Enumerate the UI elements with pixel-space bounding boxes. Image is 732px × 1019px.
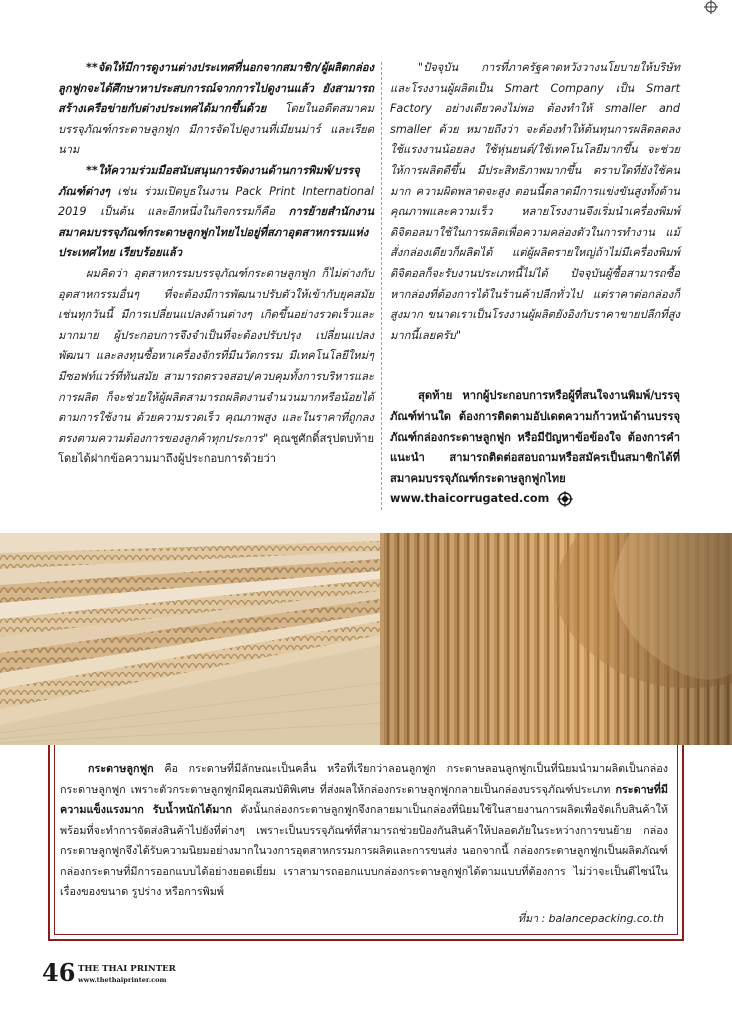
left-column (58, 58, 374, 470)
left-paragraph-1 (58, 58, 374, 161)
closing-paragraph (390, 386, 680, 510)
source-credit: ที่มา : balancepacking.co.th (517, 912, 664, 925)
p1-bold-text: **จัดให้มีการดูงานต่างประเทศที่นอกจากสมาชิก/ผู้ผลิตกล่องลูกฟูกจะได้ศึกษาหาประสบการณ์จากการไปดูงานแล้ว ยังสามารถสร้างเครือข่ายกับต่างประเทศได้มากขึ้นด้วย (58, 61, 374, 116)
photo-strip (0, 533, 732, 745)
p3-text: คุณชูศักดิ์สรุปตบท้าย โดยได้ฝากข้อความมาถึงผู้ประกอบการด้วยว่า (58, 431, 374, 466)
column-divider (381, 62, 382, 510)
p2-bold-text-2: การย้ายสำนักงานสมาคมบรรจุภัณฑ์กระดาษลูกฟูกไทยไปอยู่ที่สภาอุตสาหกรรมแห่งประเทศไทย เรียบร้อยแล้ว (58, 205, 374, 260)
stacked-cardboard-photo (0, 533, 380, 745)
closing-text: สุดท้าย หากผู้ประกอบการหรือผู้ที่สนใจงานพิมพ์/บรรจุภัณฑ์ท่านใด ต้องการติดตามอัปเดตความก้าวหน้าด้านบรรจุภัณฑ์กล่องกระดาษลูกฟูก หรือมีปัญหาข้อข้องใจ ต้องการคำแนะนำ สามารถติดต่อสอบถามหรือสมัครเป็นสมาชิกได้ที่ สมาคมบรรจุภัณฑ์กระดาษลูกฟูกไทย www.thaicorrugated.com (390, 389, 680, 506)
magazine-url: www.thethaiprinter.com (78, 976, 167, 984)
right-column (390, 58, 680, 510)
magazine-title: THE THAI PRINTER (78, 964, 176, 974)
info-text (60, 759, 668, 903)
crosshair-target-icon (557, 491, 573, 507)
quote-paragraph: "ปัจจุบัน การที่ภาครัฐคาดหวังวางนโยบายให้บริษัท และโรงงานผู้ผลิตเป็น Smart Company เป็น Smart Factory อย่างเดียวคงไม่พอ ต้องทำให้ smaller and smaller ด้วย หมายถึงว่า จะต้องทำให้ต้นทุนการผลิตลดลง ใช้แรงงานน้อยลง ใช้หุ่นยนต์/ใช้เทคโนโลยีมากขึ้น จะช่วยให้การผลิตดีขึ้น มีประสิทธิภาพมากขึ้น ตราบใดที่ยังใช้คนมาก ความผิดพลาดจะสูง ตอนนี้ตลาดมีการแข่งขันสูงทั้งด้านคุณภาพและความเร็ว หลายโรงงานจึงเริ่มนำเครื่องพิมพ์ดิจิตอลมาใช้ในการผลิตเพื่อความคล่องตัวในการทำงาน แม้สั่งกล่องเดียวก็ผลิตได้ แต่ผู้ผลิตรายใหญ่ถ้าไม่มีเครื่องพิมพ์ดิจิตอลก็จะรับงานประเภทนี้ไม่ได้ ปัจจุบันผู้ซื้อสามารถซื้อหากล่องที่ต้องการได้ในร้านค้าปลีกทั่วไป แต่ราคาต่อกล่องก็สูงมาก ขนาดเราเป็นโรงงานผู้ผลิตยังอิงกับราคาขายปลีกที่สูงมากนี้เลยครับ" (390, 61, 680, 342)
registration-mark-icon (704, 0, 718, 14)
page-number: 46 (42, 958, 76, 987)
info-lead: กระดาษลูกฟูก (88, 762, 154, 775)
spacer (390, 346, 680, 386)
left-paragraph-2 (58, 161, 374, 264)
p3-italic-text: ผมคิดว่า อุตสาหกรรมบรรจุภัณฑ์กระดาษลูกฟูก ก็ไม่ต่างกับอุตสาหกรรมอื่นๆ ที่จะต้องมีการพัฒนาปรับตัวให้เข้ากับยุคสมัย เช่นทุกวันนี้ มีการเปลี่ยนแปลงด้านต่างๆ เกิดขึ้นอย่างรวดเร็วและมากมาย ผู้ประกอบการจึงจำเป็นที่จะต้องปรับปรุง เปลี่ยนแปลง พัฒนา และลงทุนซื้อหาเครื่องจักรที่มีนวัตกรรม มีเทคโนโลยีใหม่ๆ มีซอฟท์แวร์ที่ทันสมัย สามารถตรวจสอบ/ควบคุมทั้งการบริหารและการผลิต ก็จะช่วยให้ผู้ผลิตสามารถผลิตงานจำนวนมากหรือน้อยได้ตามการใช้งาน ด้วยความรวดเร็ว คุณภาพสูง และในราคาที่ถูกลง ตรงตามความต้องการของลูกค้าทุกประการ" (58, 266, 374, 445)
info-paragraph (60, 759, 668, 903)
corrugated-roll-photo (380, 533, 732, 745)
p1-text: โดยในอดีตสมาคมบรรจุภัณฑ์กระดาษลูกฟูก มีการจัดไปดูงานที่เมียนม่าร์ และเรียดนาม (58, 102, 374, 157)
info-bold-text: กระดาษที่มีความแข็งแรงมาก รับน้ำหนักได้มาก (60, 782, 668, 816)
left-paragraph-3 (58, 264, 374, 470)
info-text-2: ดังนั้นกล่องกระดาษลูกฟูกจึงกลายมาเป็นกล่องที่นิยมใช้ในสายงานการผลิตเพื่อจัดเก็บสินค้าให้พร้อมที่จะทำการจัดส่งสินค้าไปยังที่ต่างๆ เพราะเป็นบรรจุภัณฑ์ที่สามารถช่วยป้องกันสินค้าให้ปลอดภัยในระหว่างการขนย้าย กล่องกระดาษลูกฟูกจึงได้รับความนิยมอย่างมากในวงการอุตสาหกรรมการผลิตและการขนส่ง นอกจากนี้ กล่องกระดาษลูกฟูกเป็นผลิตภัณฑ์กล่องกระดาษที่มีการออกแบบได้อย่างยอดเยี่ยม เราสามารถออกแบบกล่องกระดาษลูกฟูกได้ตามแบบที่ต้องการ ไม่ว่าจะเป็นดีไซน์ในเรื่องของขนาด รูปร่าง หรือการพิมพ์ (60, 803, 668, 898)
info-text-1: คือ กระดาษที่มีลักษณะเป็นคลื่น หรือที่เรียกว่าลอนลูกฟูก กระดาษลอนลูกฟูกเป็นที่นิยมนำมาผลิตเป็นกล่องกระดาษลูกฟูก เพราะตัวกระดาษลูกฟูกมีคุณสมบัติพิเศษ ที่ส่งผลให้กล่องกระดาษลูกฟูกกลายเป็นกล่องบรรจุภัณฑ์ประเภท (60, 762, 668, 796)
p2-bold-text: **ให้ความร่วมมือสนับสนุนการจัดงานด้านการพิมพ์/บรรจุภัณฑ์ต่างๆ (58, 163, 360, 198)
info-box (48, 745, 684, 941)
p2-text: เช่น ร่วมเปิดบูธในงาน Pack Print International 2019 เป็นต้น และอีกหนึ่งในกิจกรรมก็คือ (58, 184, 374, 219)
